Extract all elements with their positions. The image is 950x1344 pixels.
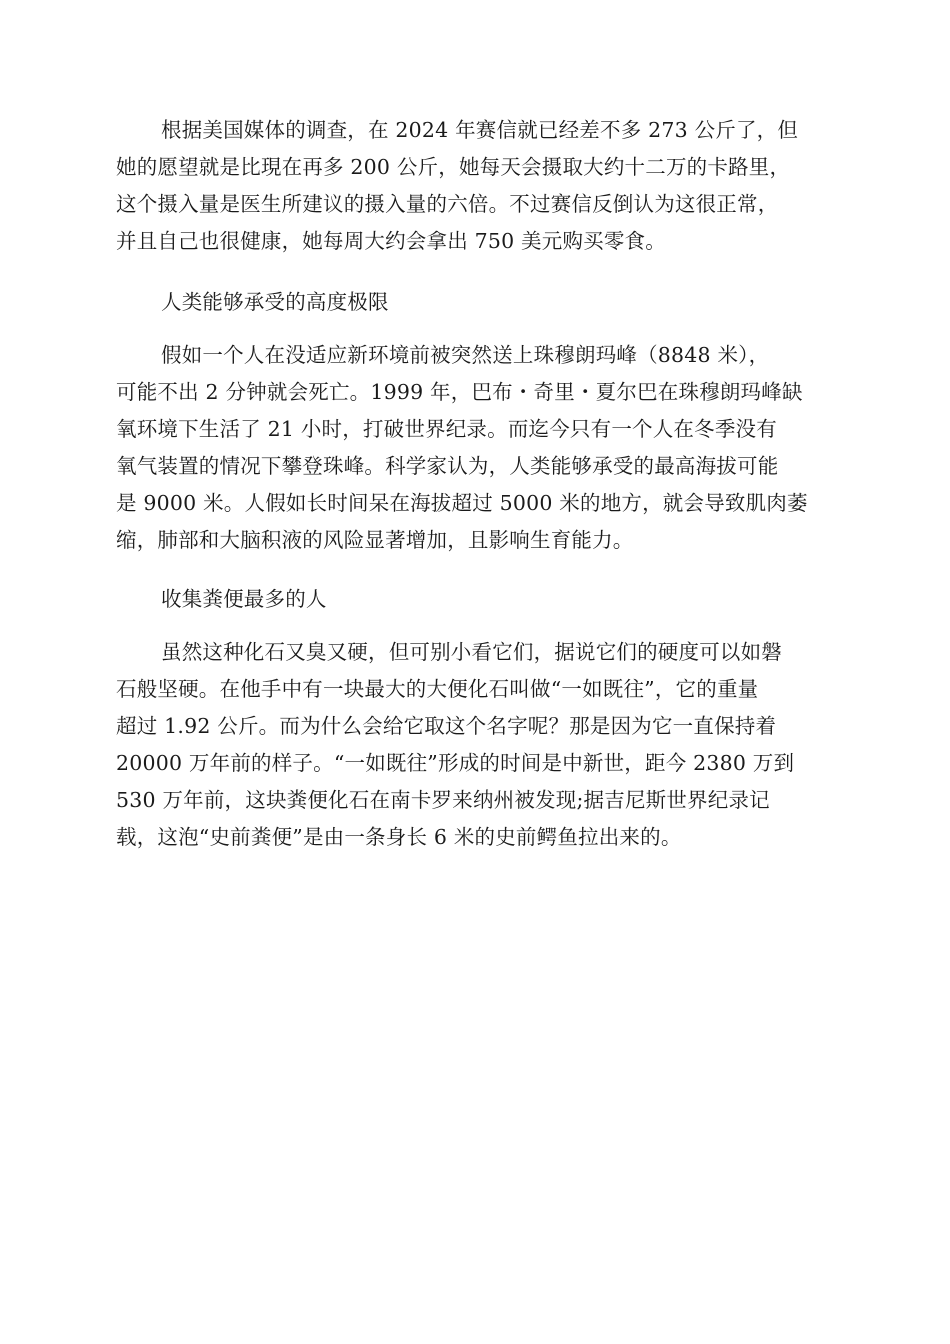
section-heading-text: 收集粪便最多的人 <box>161 587 327 611</box>
paragraph-line: 20000 万年前的样子。“一如既往”形成的时间是中新世，距今 2380 万到 <box>116 751 795 775</box>
section-heading <box>116 284 836 321</box>
paragraph-line: 这个摄入量是医生所建议的摄入量的六倍。不过赛信反倒认为这很正常， <box>116 192 779 216</box>
paragraph-line: 载，这泡“史前粪便”是由一条身长 6 米的史前鳄鱼拉出来的。 <box>116 825 682 849</box>
paragraph-line: 并且自己也很健康，她每周大约会拿出 750 美元购买零食。 <box>116 229 666 253</box>
section-heading-text: 人类能够承受的高度极限 <box>161 290 389 314</box>
paragraph-body <box>116 112 836 260</box>
paragraph-line: 超过 1.92 公斤。而为什么会给它取这个名字呢？那是因为它一直保持着 <box>116 714 777 738</box>
paragraph-line: 缩，肺部和大脑积液的风险显著增加，且影响生育能力。 <box>116 528 634 552</box>
paragraph-line: 氧气装置的情况下攀登珠峰。科学家认为，人类能够承受的最高海拔可能 <box>116 454 779 478</box>
paragraph-line: 根据美国媒体的调查，在 2024 年赛信就已经差不多 273 公斤了，但 <box>161 118 799 142</box>
paragraph-line: 氧环境下生活了 21 小时，打破世界纪录。而迄今只有一个人在冬季没有 <box>116 417 777 441</box>
paragraph-line: 石般坚硬。在他手中有一块最大的大便化石叫做“一如既往”，它的重量 <box>116 677 759 701</box>
paragraph-body <box>116 337 836 559</box>
paragraph-line: 虽然这种化石又臭又硬，但可别小看它们，据说它们的硬度可以如磐 <box>161 640 782 664</box>
paragraph-line: 530 万年前，这块粪便化石在南卡罗来纳州被发现;据吉尼斯世界纪录记 <box>116 788 770 812</box>
paragraph-body <box>116 634 836 856</box>
paragraph-line: 可能不出 2 分钟就会死亡。1999 年，巴布・奇里・夏尔巴在珠穆朗玛峰缺 <box>116 380 803 404</box>
paragraph-line: 她的愿望就是比現在再多 200 公斤，她每天会摄取大约十二万的卡路里， <box>116 155 791 179</box>
section-heading <box>116 581 836 618</box>
paragraph-line: 是 9000 米。人假如长时间呆在海拔超过 5000 米的地方，就会导致肌肉萎 <box>116 491 808 515</box>
paragraph-line: 假如一个人在没适应新环境前被突然送上珠穆朗玛峰（8848 米）， <box>161 343 770 367</box>
